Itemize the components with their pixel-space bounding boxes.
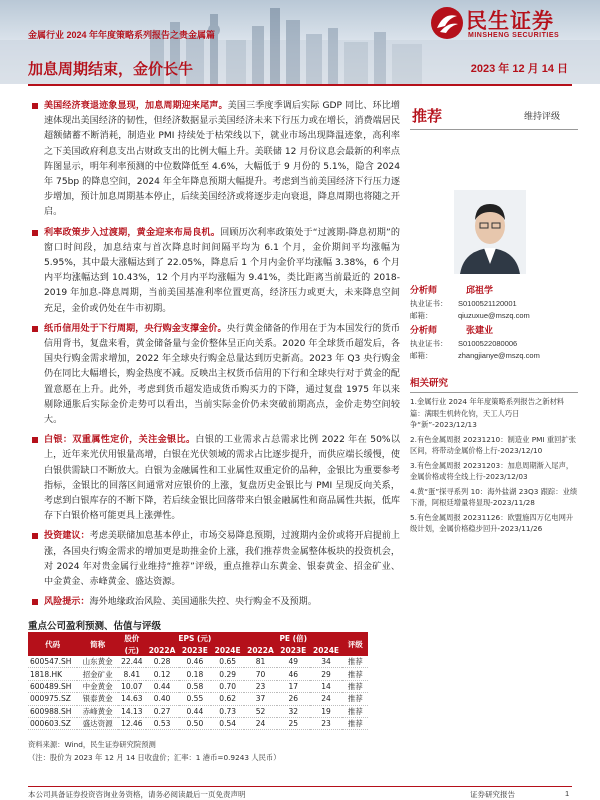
analyst-info-1	[410, 283, 578, 321]
table-cell-e2: 0.44	[179, 705, 212, 717]
logo-text-cn: 民生证券	[466, 9, 554, 33]
table-cell-rating: 推荐	[342, 705, 368, 717]
header-pe: PE (倍)	[244, 632, 342, 644]
table-cell-price: 10.07	[118, 680, 146, 692]
related-research-link[interactable]: 2.有色金属周报 20231210：制造业 PMI 重回扩张区间，将带动金属价格上行-2023/12/10	[410, 434, 577, 456]
table-cell-p1: 81	[244, 656, 277, 668]
table-cell-p2: 32	[277, 705, 310, 717]
paragraph-rate-policy	[28, 226, 400, 317]
table-cell-rating: 推荐	[342, 693, 368, 705]
table-cell-e3: 0.73	[211, 705, 244, 717]
footer-label: 证券研究报告	[470, 790, 515, 799]
recommendation-title: 推荐	[412, 107, 443, 125]
report-body	[28, 99, 400, 616]
table-cell-p3: 29	[310, 668, 343, 680]
table-cell-e1: 0.53	[146, 717, 179, 729]
paragraph-text: 白银的工业需求占总需求比例 2022 年在 50%以上，近年来光伏用银量高增，白银在光伏领域的需求占比逐步提升，而供应端长缓慢，使白银供需缺口不断放大。白银为金融属性和工业属性双重定价的品种，金银比为重要参考指标，金银比的回落区间通常对应银价的上涨，复盘历史金银比与 PMI 呈现反向关系，考虑到白银库存的不断下降，若后续金银比回落带来白银金融属性和商品属性共振，低库存下白银价格可能更具上涨弹性。	[44, 435, 400, 522]
bullet-icon	[32, 599, 38, 605]
header-rating: 评级	[342, 632, 368, 656]
email-label: 邮箱：	[410, 310, 433, 320]
related-research-link[interactable]: 3.有色金属周报 20231203：加息周期渐入尾声，金属价格或将全线上行-2023/12/03	[410, 460, 574, 482]
page-number: 1	[565, 789, 570, 798]
table-cell-code: 600988.SH	[28, 705, 77, 717]
header-year: 2024E	[310, 644, 343, 656]
table-cell-price: 22.44	[118, 656, 146, 668]
header-year: 2023E	[277, 644, 310, 656]
header-year: 2022A	[244, 644, 277, 656]
table-cell-e1: 0.44	[146, 680, 179, 692]
table-title: 重点公司盈利预测、估值与评级	[28, 621, 162, 632]
table-cell-p1: 23	[244, 680, 277, 692]
table-cell-p2: 49	[277, 656, 310, 668]
paragraph-lead: 美国经济衰退迹象显现，加息周期迎来尾声。	[44, 101, 228, 111]
header-year: 2022A	[146, 644, 179, 656]
footer-disclaimer: 本公司具备证券投资咨询业务资格，请务必阅读最后一页免责声明	[28, 790, 246, 799]
related-research-link[interactable]: 1.金属行业 2024 年年度策略系列报告之新材料篇：满眼生机转化钧，天工人巧日争“新”-2023/12/13	[410, 397, 565, 430]
header-divider	[28, 84, 572, 86]
table-cell-p1: 24	[244, 717, 277, 729]
table-row	[28, 705, 368, 717]
rating-label: 维持评级	[523, 111, 560, 121]
sidebar	[410, 99, 578, 535]
table-cell-p1: 70	[244, 668, 277, 680]
table-cell-name: 盛达资源	[77, 717, 118, 729]
paragraph-lead: 纸币信用处于下行周期，央行购金支撑金价。	[44, 323, 227, 334]
table-cell-e1: 0.28	[146, 656, 179, 668]
table-row	[28, 668, 368, 680]
paragraph-text: 央行黄金储备的作用在于为本国发行的货币信用背书，复盘来看，黄金储备量与金价整体呈正向关系。2020 年全球货币超发后，各国央行购金需求增加，2022 年全球央行购金总量达到历史新高。2023 年 Q3 央行购金仍在同比大幅增长，购金热度不减。反映出主权货币信用的下行和全球央行对于黄金的配置意愿在上升。此外，考虑到货币超发造成货币购买力的下降，通过复盘 1975 年以来剔除通胀后实际金价走势可以看出，当前实际金价仍未突破前期高点，金价走势空间较大。	[44, 323, 400, 426]
table-cell-e2: 0.55	[179, 693, 212, 705]
header-code: 代码	[28, 632, 77, 656]
email-label: 邮箱：	[410, 350, 433, 360]
table-cell-name: 招金矿业	[77, 668, 118, 680]
analyst-photo	[454, 190, 526, 274]
table-cell-e3: 0.29	[211, 668, 244, 680]
paragraph-central-bank	[28, 322, 400, 428]
related-research-link[interactable]: 5.有色金属周报 20231126：欧盟施四万亿电网升级计划，金属价格稳步回升-2023/11/26	[410, 512, 574, 534]
bullet-icon	[32, 533, 38, 539]
paragraph-lead: 风险提示：	[44, 597, 90, 608]
table-cell-p3: 34	[310, 656, 343, 668]
analyst-label: 分析师	[410, 286, 438, 296]
header-year: 2023E	[179, 644, 212, 656]
table-cell-code: 000603.SZ	[28, 717, 77, 729]
table-cell-p2: 25	[277, 717, 310, 729]
table-note: （注：股价为 2023 年 12 月 14 日收盘价；汇率：1 港币=0.9243 人民币）	[28, 753, 281, 762]
table-cell-e1: 0.40	[146, 693, 179, 705]
header-name: 简称	[77, 632, 118, 656]
company-logo	[430, 4, 580, 48]
footer-divider	[28, 786, 572, 787]
paragraph-text: 海外地缘政治风险、美国通胀失控、央行购金不及预期。	[89, 597, 317, 608]
table-cell-name: 赤峰黄金	[77, 705, 118, 717]
table-row	[28, 656, 368, 668]
table-cell-price: 8.41	[118, 668, 146, 680]
logo-text-en: MINSHENG SECURITIES	[468, 32, 560, 39]
table-cell-p1: 37	[244, 693, 277, 705]
table-cell-p3: 24	[310, 693, 343, 705]
paragraph-investment	[28, 529, 400, 590]
table-cell-code: 600489.SH	[28, 680, 77, 692]
analyst-email: qiuzuxue@mszq.com	[458, 310, 530, 320]
header-price: 股价	[118, 632, 146, 644]
paragraph-text: 美国三季度季调后实际 GDP 同比、环比增速体现出美国经济的韧性，但经济数据显示美国经济未来下行压力或在增长，消费端居民超额储蓄不断消耗，制造业 PMI 持续处于枯荣线以下，就业市场出现降温迹象，高利率之下美国政府利息支出占财政支出的比例大幅上升。美联储 12 月份议息会最新的利率点阵图显示，明年利率预测的中位数降低至 4.6%，大幅低于 9 月份的 5.1%，隐含 2024 年 75bp 的降息空间，2024 年全年降息预期大幅提升。考虑到当前美国经济下行压力逐步增加，预计加息周期基本停止，后续美国经济或将逐步走向衰退，降息周期也将随之开启。	[44, 101, 400, 218]
header-year: 2024E	[211, 644, 244, 656]
table-cell-e1: 0.27	[146, 705, 179, 717]
table-cell-e3: 0.70	[211, 680, 244, 692]
table-cell-price: 14.63	[118, 693, 146, 705]
analyst-label: 分析师	[410, 326, 438, 337]
table-cell-rating: 推荐	[342, 680, 368, 692]
paragraph-risk	[28, 595, 400, 610]
report-date: 2023 年 12 月 14 日	[470, 63, 568, 75]
related-research-title: 相关研究	[410, 375, 578, 393]
report-headline: 加息周期结束，金价长牛	[28, 60, 194, 78]
minsheng-logo-icon	[430, 6, 464, 40]
table-row	[28, 680, 368, 692]
cert-label: 执业证书：	[410, 299, 448, 308]
forecast-table	[28, 632, 368, 730]
bullet-icon	[32, 230, 38, 236]
bullet-icon	[32, 326, 38, 332]
table-cell-e2: 0.50	[179, 717, 212, 729]
table-cell-p2: 17	[277, 680, 310, 692]
analyst-name: 张建业	[466, 326, 494, 337]
table-cell-p3: 14	[310, 680, 343, 692]
analyst-info-2	[410, 323, 578, 361]
related-research-link[interactable]: 4.黄“蛋”探寻系列 10：海外盐湖 23Q3 跟踪：业绩下滑，阿根廷增量将显现-2023/11/28	[410, 486, 578, 508]
table-cell-rating: 推荐	[342, 717, 368, 729]
analyst-name: 邱祖学	[466, 286, 494, 296]
table-cell-name: 银泰黄金	[77, 693, 118, 705]
table-row	[28, 693, 368, 705]
paragraph-lead: 白银：双重属性定价，关注金银比。	[44, 435, 196, 446]
table-cell-e3: 0.65	[211, 656, 244, 668]
cert-number: S0100521120001	[458, 299, 517, 308]
table-source: 资料来源：Wind，民生证券研究院预测	[28, 740, 156, 749]
table-cell-code: 1818.HK	[28, 668, 77, 680]
table-cell-e2: 0.46	[179, 656, 212, 668]
paragraph-text: 考虑美联储加息基本停止，市场交易降息预期，过渡期内金价或将开启提前上涨，各国央行购金需求的增加更是助推金价上涨，我们推荐贵金属整体板块的投资机会，对 2024 年对贵金属行业维持“推荐”评级，重点推荐山东黄金、银泰黄金、招金矿业、中金黄金、赤峰黄金、盛达资源。	[44, 531, 400, 588]
bullet-icon	[32, 437, 38, 443]
header-eps: EPS (元)	[146, 632, 244, 644]
report-series: 金属行业 2024 年年度策略系列报告之贵金属篇	[28, 30, 216, 40]
cert-number: S0100522080006	[458, 339, 518, 349]
table-cell-p1: 52	[244, 705, 277, 717]
table-cell-e2: 0.58	[179, 680, 212, 692]
table-cell-e2: 0.18	[179, 668, 212, 680]
table-cell-p2: 26	[277, 693, 310, 705]
table-cell-rating: 推荐	[342, 656, 368, 668]
table-cell-rating: 推荐	[342, 668, 368, 680]
paragraph-text: 回顾历次利率政策处于“过渡期-降息初期”的窗口时间段，加息结束与首次降息时间间隔平均为 6.1 个月，金价期间平均涨幅为 5.95%，其中最大涨幅达到了 22.05%，降息后 1 个月内金价平均涨幅 3.38%，6 个月内平均涨幅达到 10.43%，12 个月内平均涨幅为 9.41%，类比距离当前最近的 2018-2019 年加息-降息周期，当前美国基准利率位置更高，经济压力或更大，未来降息空间充足，金价或仍处在牛市初期。	[44, 227, 400, 314]
table-cell-e1: 0.12	[146, 668, 179, 680]
paragraph-lead: 投资建议：	[44, 531, 90, 542]
table-cell-price: 14.13	[118, 705, 146, 717]
table-row	[28, 717, 368, 729]
table-cell-p2: 46	[277, 668, 310, 680]
table-cell-p3: 19	[310, 705, 343, 717]
header-price-unit: (元)	[118, 644, 146, 656]
analyst-email: zhangjianye@mszq.com	[458, 350, 540, 360]
paragraph-silver	[28, 433, 400, 524]
table-cell-price: 12.46	[118, 717, 146, 729]
cert-label: 执业证书：	[410, 339, 448, 349]
table-cell-e3: 0.62	[211, 693, 244, 705]
table-cell-name: 山东黄金	[77, 656, 118, 668]
rating-box	[410, 99, 578, 130]
report-header	[0, 0, 600, 84]
paragraph-lead: 利率政策步入过渡期，黄金迎来布局良机。	[44, 227, 221, 238]
bullet-icon	[32, 103, 38, 109]
table-cell-code: 000975.SZ	[28, 693, 77, 705]
table-cell-p3: 23	[310, 717, 343, 729]
table-cell-e3: 0.54	[211, 717, 244, 729]
table-cell-name: 中金黄金	[77, 680, 118, 692]
paragraph-recession	[28, 99, 400, 221]
table-cell-code: 600547.SH	[28, 656, 77, 668]
